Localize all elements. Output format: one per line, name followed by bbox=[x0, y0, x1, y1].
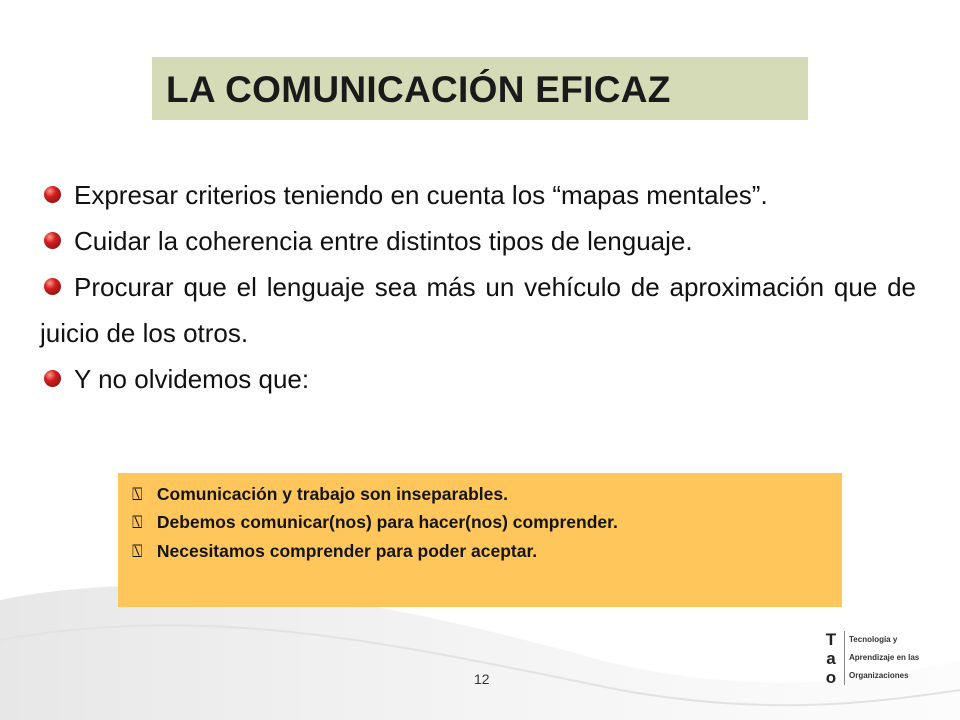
bullet-dot-icon bbox=[44, 278, 61, 295]
title-box bbox=[152, 57, 808, 120]
logo-letter: o bbox=[825, 668, 837, 687]
note-text: Necesitamos comprender para poder aceptar. bbox=[156, 541, 538, 561]
bullet-text: Expresar criterios teniendo en cuenta los “mapas mentales”. bbox=[74, 180, 768, 210]
arrow-icon: ⍂ bbox=[132, 541, 143, 561]
logo-letters bbox=[822, 631, 840, 687]
bullet-text: Y no olvidemos que: bbox=[74, 364, 310, 394]
note-line bbox=[132, 512, 618, 533]
page-title: LA COMUNICACIÓN EFICAZ bbox=[166, 69, 671, 110]
note-line bbox=[132, 541, 537, 562]
bullet-text: Cuidar la coherencia entre distintos tipos de lenguaje. bbox=[74, 226, 693, 256]
logo-text bbox=[844, 631, 919, 685]
note-text: Comunicación y trabajo son inseparables. bbox=[156, 484, 508, 504]
tao-logo bbox=[822, 631, 930, 687]
bullet-item bbox=[40, 264, 916, 356]
arrow-icon: ⍂ bbox=[132, 484, 143, 504]
note-line bbox=[132, 484, 508, 505]
highlight-box bbox=[118, 473, 842, 607]
note-text: Debemos comunicar(nos) para hacer(nos) comprender. bbox=[156, 512, 618, 532]
bullet-dot-icon bbox=[44, 186, 61, 203]
logo-line: Organizaciones bbox=[844, 667, 919, 685]
bullet-dot-icon bbox=[44, 232, 61, 249]
logo-letter: T bbox=[825, 630, 837, 649]
logo-line: Aprendizaje en las bbox=[844, 649, 919, 667]
arrow-icon: ⍂ bbox=[132, 512, 143, 532]
bullet-list bbox=[40, 172, 916, 402]
bullet-item bbox=[40, 356, 916, 402]
bullet-item bbox=[40, 172, 916, 218]
bullet-item bbox=[40, 218, 916, 264]
page-number: 12 bbox=[474, 671, 490, 687]
logo-letter: a bbox=[826, 649, 836, 668]
bullet-text: Procurar que el lenguaje sea más un vehículo de aproximación que de juicio de los otros. bbox=[40, 272, 916, 348]
bullet-dot-icon bbox=[44, 370, 61, 387]
logo-line: Tecnología y bbox=[844, 631, 919, 649]
